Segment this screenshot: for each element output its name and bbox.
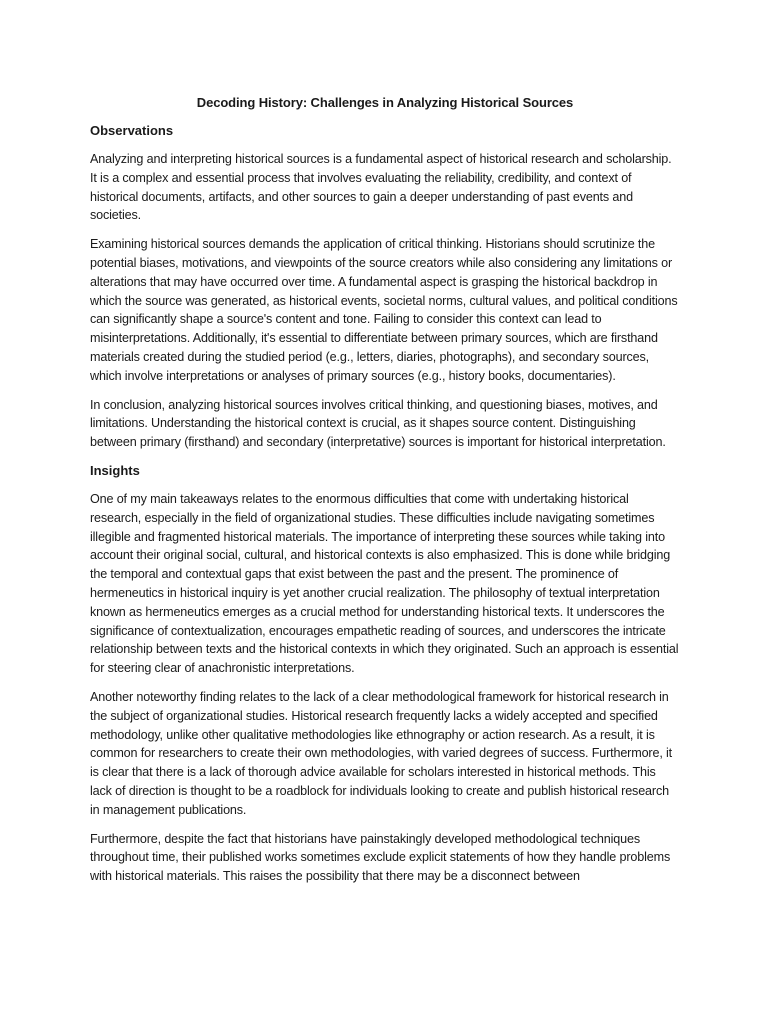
document-page [90,94,680,896]
paragraph: Analyzing and interpreting historical sources is a fundamental aspect of historical research and scholarship. It is a complex and essential process that involves evaluating the reliability, credibility, and context of historical documents, artifacts, and other sources to gain a deeper understanding of past events and societies. [90,152,672,223]
paragraph: Another noteworthy finding relates to the lack of a clear methodological framework for historical research in the subject of organizational studies. Historical research frequently lacks a widely accepted and specified methodology, unlike other qualitative methodologies like ethnography or action research. As a result, it is common for researchers to create their own methodologies, with varied degrees of success. Furthermore, it is clear that there is a lack of thorough advice available for scholars interested in historical methods. This lack of direction is thought to be a roadblock for individuals looking to create and publish historical research in management publications. [90,689,673,817]
paragraph: In conclusion, analyzing historical sources involves critical thinking, and questioning biases, motives, and limitations. Understanding the historical context is crucial, as it shapes source content. Distinguishing between primary (firsthand) and secondary (interpretative) sources is important for historical interpretation. [90,397,666,450]
paragraph: One of my main takeaways relates to the enormous difficulties that come with undertaking historical research, especially in the field of organizational studies. These difficulties include navigating sometimes illegible and fragmented historical materials. The importance of interpreting these sources while taking into account their original social, cultural, and historical contexts is also emphasized. This is done while bridging the temporal and contextual gaps that exist between the past and the present. The prominence of hermeneutics in historical inquiry is yet another crucial realization. The philosophy of textual interpretation known as hermeneutics emerges as a crucial method for understanding historical texts. It underscores the significance of contextualization, encourages empathetic reading of sources, and underscores the intricate relationship between texts and the historical contexts in which they originated. Such an approach is essential for steering clear of anachronistic interpretations. [90,491,679,676]
paragraph: Furthermore, despite the fact that historians have painstakingly developed methodological techniques throughout time, their published works sometimes exclude explicit statements of how they handle problems with historical materials. This raises the possibility that there may be a disconnect between [90,831,671,884]
section-heading-observations: Observations [90,123,174,138]
paragraph: Examining historical sources demands the application of critical thinking. Historians should scrutinize the potential biases, motivations, and viewpoints of the source creators while also considering any limitations or alterations that may have occurred over time. A fundamental aspect is grasping the historical backdrop in which the source was generated, as historical events, societal norms, cultural values, and political conditions can significantly shape a source's content and tone. Failing to consider this context can lead to misinterpretations. Additionally, it's essential to differentiate between primary sources, which are firsthand materials created during the studied period (e.g., letters, diaries, photographs), and secondary sources, which involve interpretations or analyses of primary sources (e.g., history books, documentaries). [90,237,678,383]
document-title: Decoding History: Challenges in Analyzing Historical Sources [196,95,574,110]
section-heading-insights: Insights [90,462,140,478]
